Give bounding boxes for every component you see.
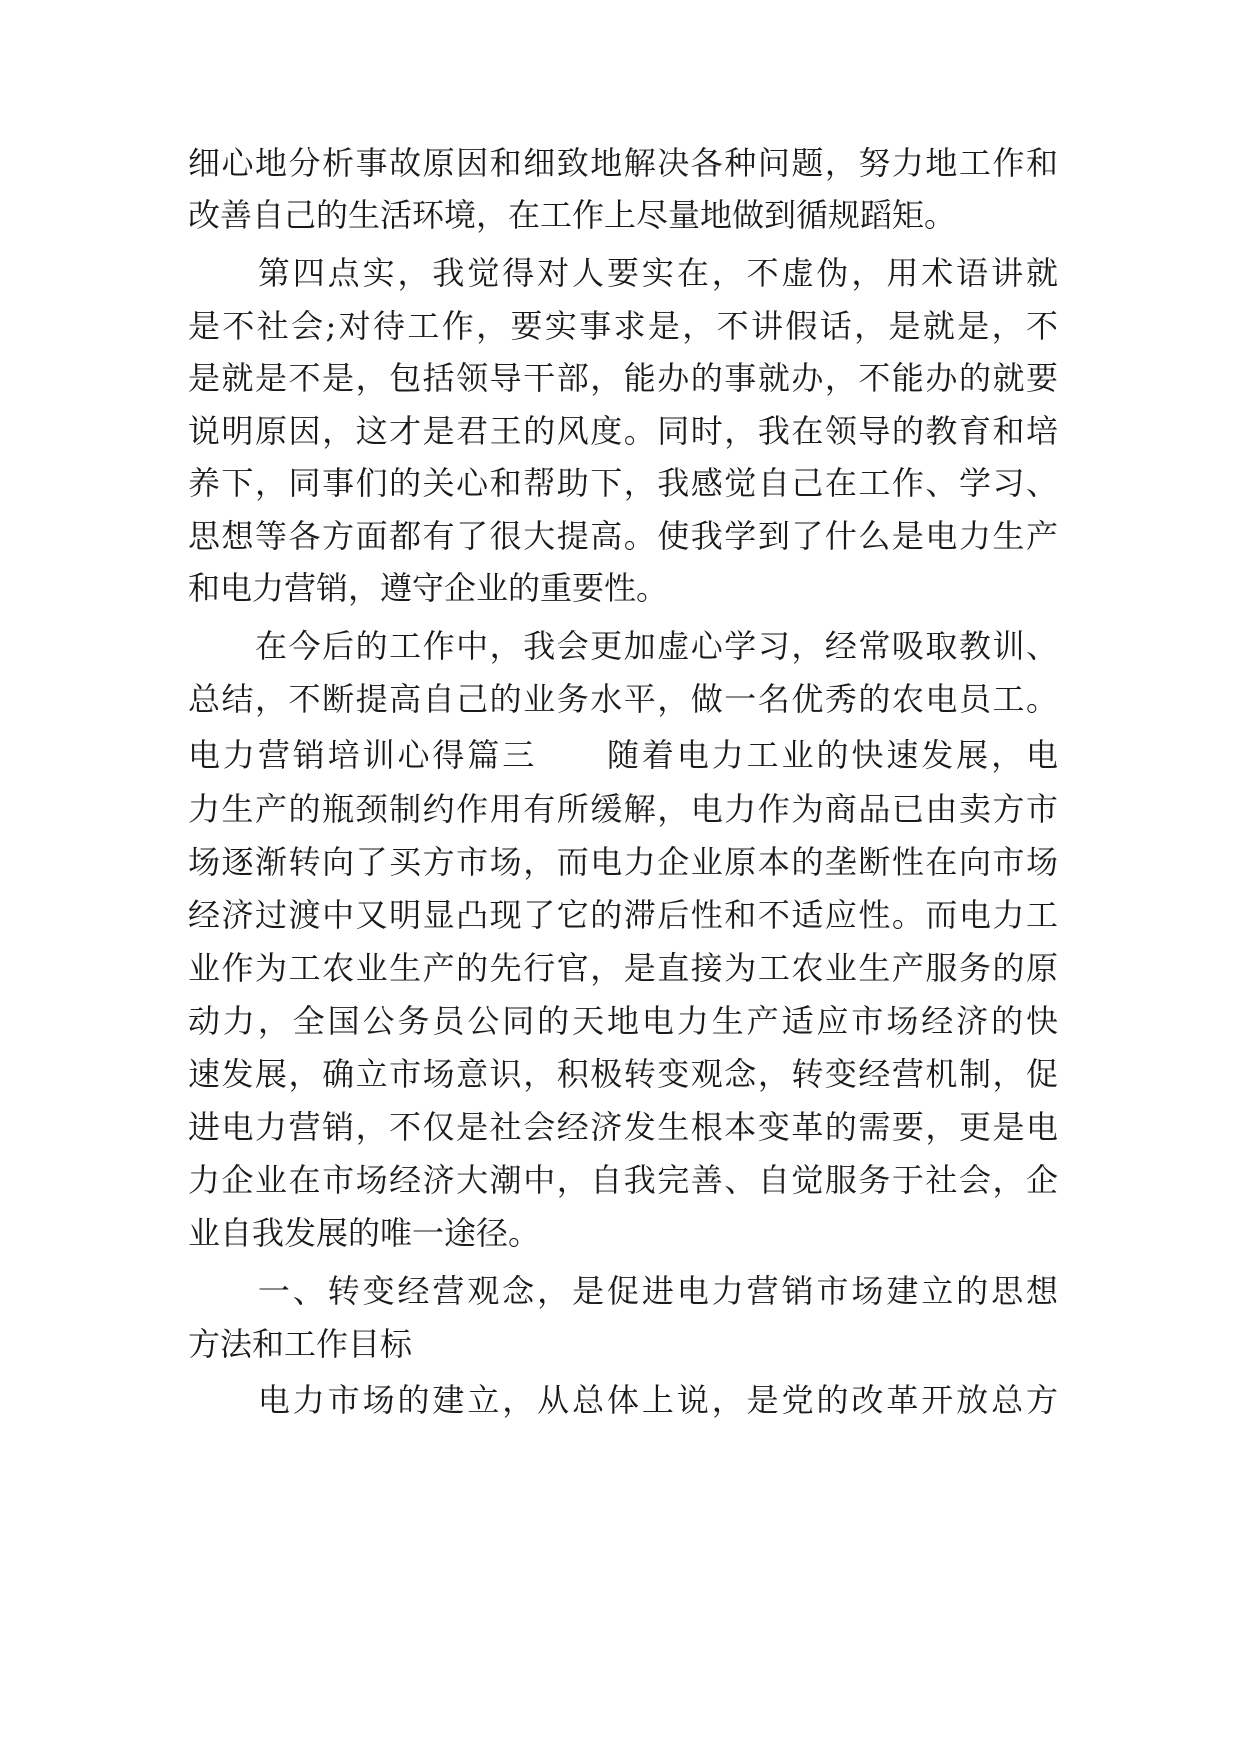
text-line: 是不社会;对待工作，要实事求是，不讲假话，是就是，不 xyxy=(188,307,1058,345)
text-line: 场逐渐转向了买方市场，而电力企业原本的垄断性在向市场 xyxy=(188,843,1058,881)
text-line: 养下，同事们的关心和帮助下，我感觉自己在工作、学习、 xyxy=(188,464,1058,502)
text-line: 力生产的瓶颈制约作用有所缓解，电力作为商品已由卖方市 xyxy=(188,790,1058,828)
text-line: 思想等各方面都有了很大提高。使我学到了什么是电力生产 xyxy=(188,517,1058,555)
text-line: 速发展，确立市场意识，积极转变观念，转变经营机制，促 xyxy=(188,1055,1058,1093)
text-line: 细心地分析事故原因和细致地解决各种问题，努力地工作和 xyxy=(188,144,1058,182)
text-line: 一、转变经营观念，是促进电力营销市场建立的思想 xyxy=(188,1272,1058,1310)
text-line: 业自我发展的唯一途径。 xyxy=(188,1214,541,1252)
text-line: 说明原因，这才是君王的风度。同时，我在领导的教育和培 xyxy=(188,412,1058,450)
text-line: 方法和工作目标 xyxy=(188,1325,413,1363)
text-line: 在今后的工作中，我会更加虚心学习，经常吸取教训、 xyxy=(188,627,1058,665)
text-line: 是就是不是，包括领导干部，能办的事就办，不能办的就要 xyxy=(188,359,1058,397)
text-line: 进电力营销，不仅是社会经济发生根本变革的需要，更是电 xyxy=(188,1108,1058,1146)
text-line: 和电力营销，遵守企业的重要性。 xyxy=(188,569,669,607)
text-line: 业作为工农业生产的先行官，是直接为工农业生产服务的原 xyxy=(188,949,1058,987)
text-line: 总结，不断提高自己的业务水平，做一名优秀的农电员工。 xyxy=(188,680,1058,718)
text-line: 改善自己的生活环境，在工作上尽量地做到循规蹈矩。 xyxy=(188,196,957,234)
text-line: 第四点实，我觉得对人要实在，不虚伪，用术语讲就 xyxy=(188,254,1058,292)
text-line: 经济过渡中又明显凸现了它的滞后性和不适应性。而电力工 xyxy=(188,896,1058,934)
text-line: 电力市场的建立，从总体上说，是党的改革开放总方 xyxy=(188,1381,1058,1419)
text-line: 力企业在市场经济大潮中，自我完善、自觉服务于社会，企 xyxy=(188,1161,1058,1199)
text-line: 电力营销培训心得篇三 随着电力工业的快速发展，电 xyxy=(188,736,1058,774)
text-line: 动力，全国公务员公同的天地电力生产适应市场经济的快 xyxy=(188,1002,1058,1040)
